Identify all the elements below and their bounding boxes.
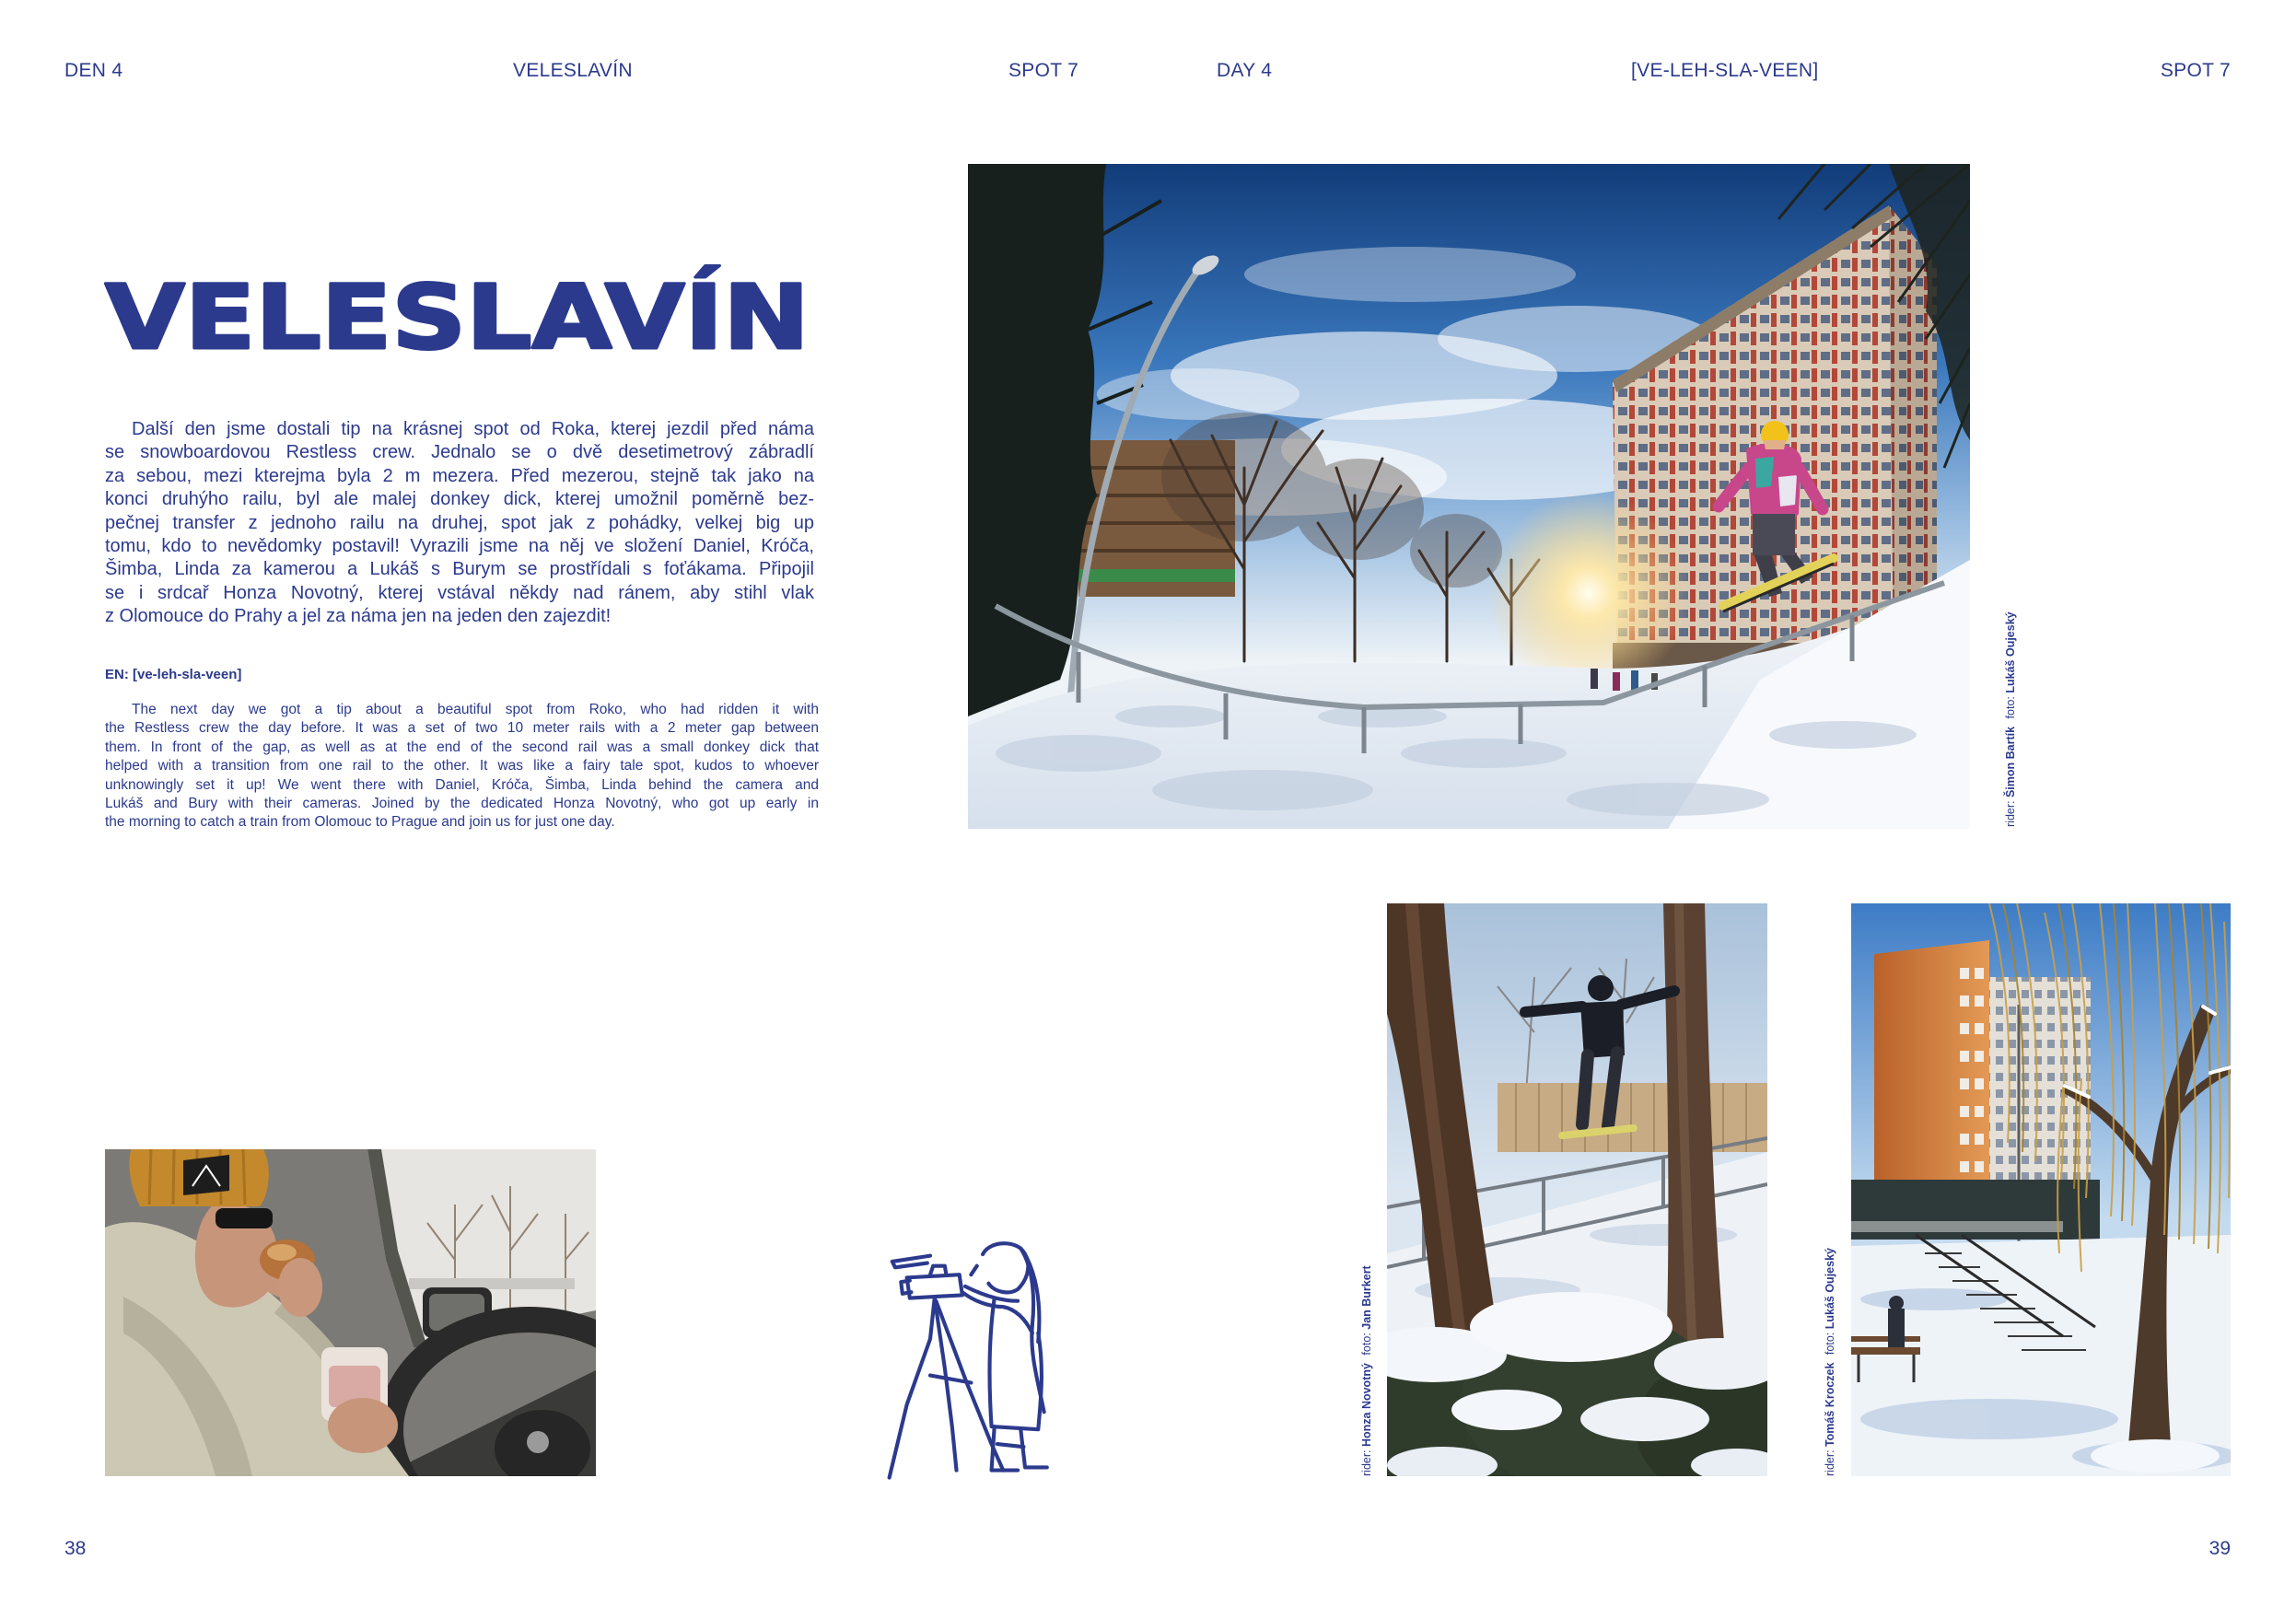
cz-paragraph (105, 418, 814, 629)
en-paragraph-line: helped with a transition from one rail to the other. It was like a fairy tale spot, kudos to whoever (105, 758, 819, 774)
en-paragraph-line: them. In front of the gap, as well as at the end of the second rail was a small donkey dick that (105, 739, 819, 755)
credit-rider-label: rider: (1360, 1449, 1373, 1476)
header-place: VELESLAVÍN (513, 60, 633, 81)
cz-paragraph-line: Další den jsme dostali tip na krásnej spot od Roka, kterej jezdil před náma (132, 419, 814, 439)
header-day-cz: DEN 4 (64, 60, 123, 81)
credit-foto-label: foto: (1824, 1332, 1836, 1356)
credit-rider-name: Honza Novotný (1360, 1363, 1373, 1448)
en-paragraph-line: The next day we got a tip about a beautiful spot from Roko, who had ridden it with (132, 702, 819, 717)
header-pronunciation: [VE-LEH-SLA-VEEN] (1631, 60, 1819, 81)
credit-foto-name: Lukáš Oujeský (1824, 1248, 1836, 1330)
photo-credit (2004, 611, 2018, 827)
cz-paragraph-line: Šimba, Linda za kamerou a Lukáš s Burym se prostřídali s foťákama. Připojil (105, 559, 814, 580)
photo-rail-trees (1387, 903, 1767, 1476)
header-day-en: DAY 4 (1217, 60, 1273, 81)
cz-paragraph-line: se snowboardovou Restless crew. Jednalo se o dvě desetimetrový zábradlí (105, 442, 814, 463)
cz-paragraph-line: tomu, kdo to nevědomky postavil! Vyrazili jsme na něj ve složení Daniel, Króča, (105, 536, 814, 557)
en-label: EN: [ve-leh-sla-veen] (105, 667, 242, 682)
credit-rider-label: rider: (1824, 1449, 1836, 1476)
photo-credit (1360, 1265, 1374, 1476)
page-title (101, 260, 820, 369)
camera-operator-drawing (886, 1237, 1052, 1486)
cz-paragraph-line: konci druhýho railu, byl ale malej donkey dick, kterej umožnil poměrně bez- (105, 489, 814, 510)
credit-foto-name: Lukáš Oujeský (2004, 611, 2017, 693)
car-photo (105, 1149, 596, 1476)
credit-rider-name: Šimon Bartík (2004, 726, 2017, 798)
en-paragraph (105, 701, 819, 832)
page-number-right: 39 (2209, 1538, 2231, 1559)
credit-foto-label: foto: (2004, 696, 2017, 719)
cz-paragraph-line: za sebou, mezi kterejma byla 2 m mezera. Před mezerou, stejně tak jako na (105, 465, 814, 486)
credit-foto-name: Jan Burkert (1360, 1265, 1373, 1330)
page-number-left: 38 (64, 1538, 87, 1559)
photo-stairs-willow (1851, 903, 2231, 1476)
en-paragraph-line: unknowingly set it up! We went there with Daniel, Króča, Šimba, Linda behind the camera and (105, 776, 819, 793)
header-spot-right: SPOT 7 (2160, 60, 2231, 81)
credit-rider-name: Tomáš Kroczek (1824, 1362, 1836, 1448)
en-paragraph-line: the Restless crew the day before. It was a set of two 10 meter rails with a 2 meter gap between (105, 720, 819, 737)
cz-paragraph-line: pečnej transfer z jednoho railu na druhej, spot jak z pohádky, velkej big up (105, 512, 814, 533)
cz-paragraph-line: se i srdcař Honza Novotný, kterej vstával někdy nad ránem, aby stihl vlak (105, 582, 814, 603)
en-paragraph-line: Lukáš and Bury with their cameras. Joined by the dedicated Honza Novotný, who got up early in (105, 796, 819, 812)
page-title-text: VELESLAVÍN (105, 266, 709, 369)
photo-credit (1824, 1248, 1837, 1476)
credit-rider-label: rider: (2004, 800, 2017, 827)
cz-paragraph-line: z Olomouce do Prahy a jel za náma jen na jeden den zajezdit! (105, 606, 612, 627)
header-spot-left: SPOT 7 (1008, 60, 1079, 81)
en-paragraph-line: the morning to catch a train from Olomouc to Prague and join us for just one day. (105, 814, 615, 831)
credit-foto-label: foto: (1360, 1333, 1373, 1356)
main-photo (968, 164, 1970, 829)
